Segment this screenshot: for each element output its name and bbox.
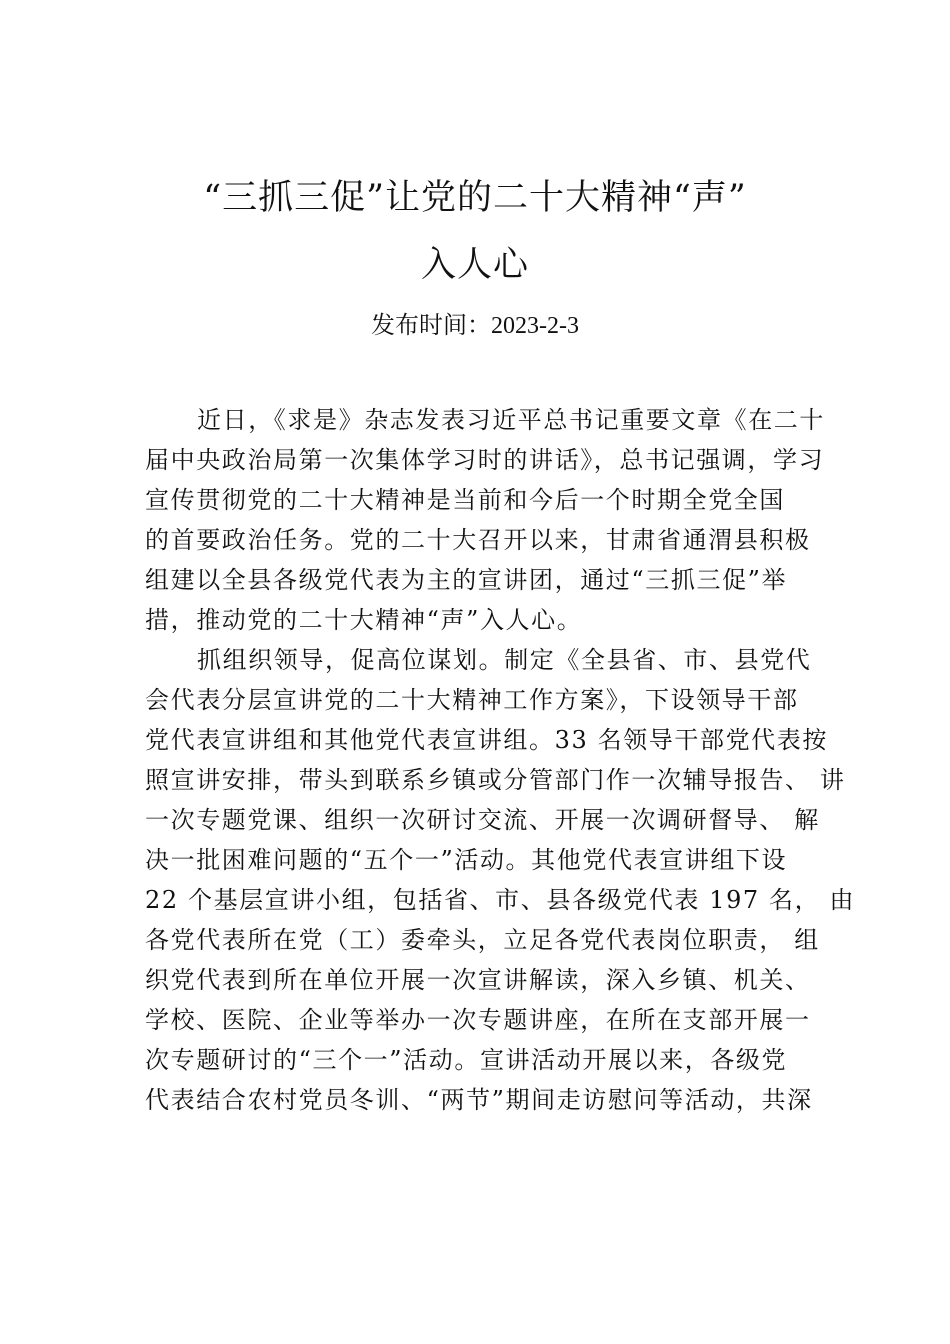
text-line: 党代表宣讲组和其他党代表宣讲组。33 名领导干部党代表按 [145,726,828,754]
text-line: 近日，《求是》杂志发表习近平总书记重要文章《在二十 [197,406,825,434]
article-body [145,400,856,1120]
publish-date [0,308,950,343]
paragraph-2 [145,640,856,1120]
text-line: 的首要政治任务。党的二十大召开以来，甘肃省通渭县积极 [145,526,811,554]
text-line: 宣传贯彻党的二十大精神是当前和今后一个时期全党全国 [145,486,785,514]
text-line: 一次专题党课、组织一次研讨交流、开展一次调研督导、 解 [145,806,820,834]
publish-date-value: 2023-2-3 [491,313,579,339]
text-line: 各党代表所在党（工）委牵头，立足各党代表岗位职责， 组 [145,926,820,954]
text-line: 会代表分层宣讲党的二十大精神工作方案》，下设领导干部 [145,686,799,714]
text-line: 决一批困难问题的“五个一”活动。其他党代表宣讲组下设 [145,846,788,874]
text-line: 照宣讲安排，带头到联系乡镇或分管部门作一次辅导报告、 讲 [145,766,846,794]
publish-date-label: 发布时间： [371,311,491,339]
text-line: 次专题研讨的“三个一”活动。宣讲活动开展以来，各级党 [145,1046,788,1074]
text-line: 抓组织领导，促高位谋划。制定《全县省、市、县党代 [197,646,812,674]
text-line: 学校、医院、企业等举办一次专题讲座，在所在支部开展一 [145,1006,811,1034]
text-line: 22 个基层宣讲小组，包括省、市、县各级党代表 197 名， 由 [145,886,856,914]
paragraph-1 [145,400,825,640]
article-title-line-2: 入人心 [420,245,529,285]
text-line: 代表结合农村党员冬训、“两节”期间走访慰问等活动，共深 [145,1086,813,1114]
text-line: 届中央政治局第一次集体学习时的讲话》，总书记强调，学习 [145,446,825,474]
text-line: 组建以全县各级党代表为主的宣讲团，通过“三抓三促”举 [145,566,788,594]
text-line: 措，推动党的二十大精神“声”入人心。 [145,606,583,634]
article-title-line-1: “三抓三促”让党的二十大精神“声” [203,178,747,218]
text-line: 织党代表到所在单位开展一次宣讲解读，深入乡镇、机关、 [145,966,811,994]
